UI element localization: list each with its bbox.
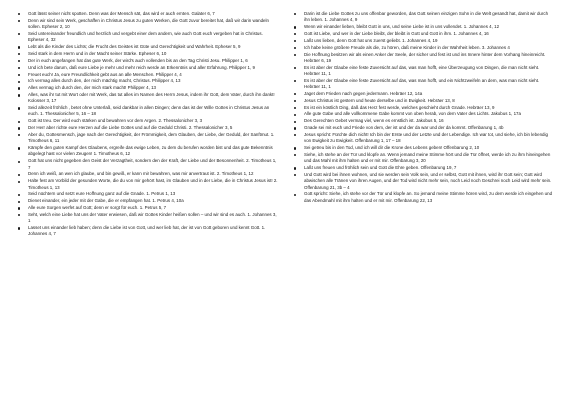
verse-item: Denn wir sind sein Werk, geschaffen in Christus Jesus zu guten Werken, die Gott zuvor bereitet hat, daß wir darin wandeln sollen. Epheser 2, 10 <box>16 18 278 31</box>
verse-item: Alles, was ihr tut mit Wort oder mit Werk, das tut alles im Namen des Herrn Jesus, indem ihr Gott, dem Vater, durch ihn dankt! Kolosser 3, 17 <box>16 92 278 105</box>
verse-item: Des Gerechten Gebet vermag viel, wenn es ernstlich ist. Jakobus 5, 16 <box>292 118 554 124</box>
verse-item: Gott hat uns nicht gegeben den Geist der Verzagtheit, sondern den der Kraft, der Liebe und der Besonnenheit. 2. Timotheus 1, 7 <box>16 158 278 171</box>
verse-item: Lebt als die Kinder des Lichts; die Frucht des Geistes ist Güte und Gerechtigkeit und Wahrheit. Epheser 5, 9 <box>16 44 278 50</box>
verse-item: Gnade sei mit euch und Friede von dem, der ist und der da war und der da kommt. Offenbarung 1, 4b <box>292 125 554 131</box>
right-column <box>292 11 554 400</box>
verse-item: Seht, welch eine Liebe hat uns der Vater erwiesen, daß wir Gottes Kinder heißen sollen – und wir sind es auch. 1. Johannes 3, 1 <box>16 212 278 225</box>
verse-item: Die Hoffnung besitzen wir als einen Anker der Seele, der sicher und fest ist und ins Innere hinter dem Vorhang hineinreicht. Hebräer 6, 19 <box>292 52 554 65</box>
verse-item: Lasset uns einander lieb haben; denn die Liebe ist von Gott, und wer lieb hat, der ist von Gott geboren und kennt Gott. 1. Johannes 4, 7 <box>16 225 278 238</box>
verse-item: Ich vermag alles durch den, der mich mächtig macht, Christus. Philipper 4, 13 <box>16 78 278 84</box>
verse-item: Freuet euch! Ja, eure Freundlichkeit gebt aus an alle Menschen. Philipper 4, 4 <box>16 72 278 78</box>
verse-item: Laßt uns lieben, denn Gott hat uns zuerst geliebt. 1. Johannes 4, 19 <box>292 38 554 44</box>
verse-item: Sei getreu bis in den Tod, und ich will dir die Krone des Lebens geben! Offenbarung 2, 10 <box>292 145 554 151</box>
verse-item: Halte fest am Vorbild der gesunden Worte, die du von mir gehört hast, im Glauben und in der Liebe, die in Christus Jesus ist! 2. Timotheus 1, 13 <box>16 178 278 191</box>
verse-item: Es ist aber der Glaube eine feste Zuversicht auf das, was man hofft, und ein Nichtzweifeln an dem, was man nicht sieht. Hebräer 11, 1 <box>292 78 554 91</box>
verse-item: Gott ist treu. Der wird euch stärken und bewahren vor dem Argen. 2. Thessalonicher 3, 3 <box>16 118 278 124</box>
verse-item: Gott lässt seiner nicht spotten. Denn was der Mensch sät, das wird er auch ernten. Galater 6, 7 <box>16 11 278 17</box>
verse-item: Seid allezeit fröhlich , betet ohne Unterlaß, seid dankbar in allen Dingen; denn das ist der Wille Gottes in Christus Jesus an euch. 1. Thessalonicher 5, 16 – 18 <box>16 105 278 118</box>
verse-item: Es ist aber der Glaube eine feste Zuversicht auf das, was man hofft, eine Überzeugung von Dingen, die man nicht sieht. Hebräer 11, 1 <box>292 65 554 78</box>
verse-item: Jaget dem Frieden nach gegen jedermann. Hebräer 12, 14a <box>292 91 554 97</box>
verse-item: Alle eure Sorgen werfet auf Gott; denn er sorgt für euch. 1. Petrus 5, 7 <box>16 205 278 211</box>
verse-item: Alles vermag ich durch den, der mich stark macht! Philipper 4, 13 <box>16 85 278 91</box>
verse-item: Seid stark in dem Herrn und in der Macht seiner Stärke. Epheser 6, 10 <box>16 51 278 57</box>
verse-item: Gott spricht: Siehe, ich stehe vor der Tür und klopfe an. So jemand meine Stimme hören wird, zu dem werde ich eingehen und das Abendmahl mit ihm halten und er mit mir. Offenbarung 22, 13 <box>292 191 554 204</box>
verse-item: Der Herr aber richte eure Herzen auf die Liebe Gottes und auf die Geduld Christi. 2. Thessalonicher 3, 5 <box>16 125 278 131</box>
verse-item: Kämpfe den guten Kampf des Glaubens, ergreife das ewige Leben, zu dem du berufen worden bist und das gute Bekenntnis abgelegt hast vor vielen Zeugen! 1. Timotheus 6, 12 <box>16 145 278 158</box>
verse-item: Seid untereinander freundlich und herzlich und vergebt einer dem andern, wie auch Gott euch vergeben hat in Christus. Epheser 4, 32 <box>16 31 278 44</box>
verse-item: Denn ich weiß, an wen ich glaube, und bin gewiß, er kann mir bewahren, was mir anvertraut ist. 2. Timotheus 1, 12 <box>16 171 278 177</box>
verse-item: Siehe, ich stehe an der Tür und klopfe an. Wenn jemand meine Stimme hört und die Tür öffnet, werde ich zu ihm hineingehen und das Mahl mit ihm halten und er mit mir. Offenbarung 3, 20 <box>292 152 554 165</box>
verse-item: Jesus Christus ist gestern und heute derselbe und in Ewigkeit. Hebräer 13, 8 <box>292 98 554 104</box>
verse-item: Darin ist die Liebe Gottes zu uns offenbar geworden, das Gott seinen einzigen Sohn in die Welt gesandt hat, damit wir durch ihn leben. 1. Johannes 4, 9 <box>292 11 554 24</box>
verse-item: Alle gute Gabe und alle vollkommene Gabe kommt von oben herab, von dem Vater des Lichts. Jakobus 1, 17a <box>292 111 554 117</box>
verse-list-right <box>292 11 554 204</box>
verse-item: Aber du, Gottesmensch, jage nach der Gerechtigkeit, der Frömmigkeit, dem Glauben, der Liebe, der Geduld, der Sanftmut. 1. Timotheus 6, 11 <box>16 132 278 145</box>
verse-item: Gott ist Liebe, und wer in der Liebe bleibt, der bleibt in Gott und Gott in ihm. 1. Johannes 4, 16 <box>292 31 554 37</box>
verse-item: Ich habe keine größere Freude als die, zu hören, daß meine Kinder in der Wahrheit leben. 3. Johannes 4 <box>292 45 554 51</box>
verse-item: Jesus spricht: Fürchte dich nicht! Ich bin der Erste und der Letzte und der Lebendige. Ich war tot, und siehe, ich bin lebendig von Ewigkeit zu Ewigkeit. Offenbarung 1, 17 – 18 <box>292 132 554 145</box>
verse-item: Laßt uns freuen und fröhlich sein und Gott die Ehre geben. Offenbarung 19, 7 <box>292 165 554 171</box>
verse-item: Dienet einander, ein jeder mit der Gabe, die er empfangen hat. 1. Petrus 4, 10a <box>16 198 278 204</box>
verse-item: Und ich bete darum, daß eure Liebe je mehr und mehr reich werde an Erkenntnis und aller Erfahrung. Philipper 1, 9 <box>16 65 278 71</box>
verse-item: Seid nüchtern und setzt eure Hoffnung ganz auf die Gnade. 1. Petrus 1, 13 <box>16 191 278 197</box>
verse-item: Der in euch angefangen hat das gute Werk, der wird's auch vollenden bis an den Tag Christi Jesu. Philipper 1, 6 <box>16 58 278 64</box>
verse-item: Wenn wir einander lieben, bleibt Gott in uns, und seine Liebe ist in uns vollendet. 1. Johannes 4, 12 <box>292 24 554 30</box>
verse-item: Es ist ein köstlich Ding, daß das Herz fest werde, welches geschieht durch Gnade. Hebräer 13, 9 <box>292 105 554 111</box>
left-column <box>16 11 278 400</box>
verse-item: Und Gott wird bei ihnen wohnen, und sie werden sein Volk sein, und er selbst, Gott mit ihnen, wird ihr Gott sein; Gott wird abwischen alle Tränen von ihren Augen, und der Tod wird nicht mehr sein, noch Leid noch Geschrei noch Leid wird mehr sein. Offenbarung 21, 3b – 4 <box>292 172 554 191</box>
verse-list-left <box>16 11 278 238</box>
